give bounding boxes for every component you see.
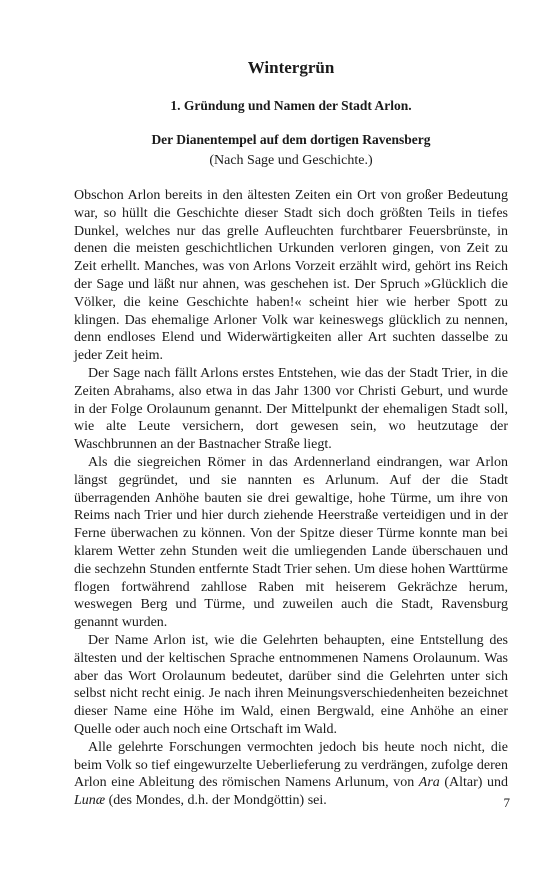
word-ara: Ara <box>418 775 440 791</box>
paragraph-5-text-a: Alle gelehrte Forschungen vermochten jedoch bis heute noch nicht, die beim Volk so tief eingewurzelte Ueberlieferung zu verdrängen, zufolge deren Arlon eine Ableitung des römischen Namens Arlunum, von <box>74 739 508 791</box>
chapter-heading: Der Dianentempel auf dem dortigen Ravensberg <box>151 132 431 147</box>
page-number: 7 <box>503 795 510 810</box>
paragraph-5-text-c: (des Mondes, d.h. der Mondgöttin) sei. <box>105 793 327 809</box>
paragraph-1: Obschon Arlon bereits in den ältesten Zeiten ein Ort von großer Bedeutung war, so hüllt die Geschichte dieser Stadt sich doch größten Teils in tiefes Dunkel, welches nur das grelle Aufleuchten furchtbarer Feuersbrünste, in denen die meisten geschichtlichen Urkunden verloren gingen, von Zeit zu Zeit erhellt. Manches, was von Arlons Vorzeit erzählt wird, gehört ins Reich der Sage und läßt nur ahnen, was geschehen ist. Der Spruch »Glücklich die Völker, die keine Geschichte haben!« scheint hier wie herber Spott zu klingen. Das ehemalige Arloner Volk war keineswegs glücklich zu nennen, denn endloses Elend und Widerwärtigkeiten aller Art suchten dasselbe zu jeder Zeit heim. <box>74 188 508 364</box>
chapter-subtitle: (Nach Sage und Geschichte.) <box>209 153 373 168</box>
section-heading: 1. Gründung und Namen der Stadt Arlon. <box>170 98 412 113</box>
paragraph-3: Als die siegreichen Römer in das Ardennerland eindrangen, war Arlon längst gegründet, und sie nannten es Arlunum. Auf der die Stadt überragenden Anhöhe bauten sie drei gewaltige, hohe Türme, um ihre von Reims nach Trier und hier durch ziehende Heerstraße verteidigen und in der Ferne überwachen zu können. Von der Spitze dieser Türme konnte man bei klarem Wetter zehn Stunden weit die umliegenden Lande überschauen und die sechzehn Stunden entfernte Stadt Trier sehen. Um diese hohen Warttürme flogen fortwährend zahllose Raben mit heiserem Gekrächze herum, weswegen Berg und Türme, und zuweilen auch die Stadt, Ravensburg genannt wurden. <box>74 454 508 631</box>
word-lunae: Lunæ <box>74 793 106 809</box>
paragraph-5 <box>74 739 508 810</box>
paragraph-4: Der Name Arlon ist, wie die Gelehrten behaupten, eine Entstellung des ältesten und der keltischen Sprache entnommenen Namens Orolaunum. Was aber das Wort Orolaunum bedeutet, darüber sind die Gelehrten unter sich selbst nicht recht einig. Je nach ihren Meinungsverschiedenheiten bezeichnet dieser Name eine Höhe im Wald, einen Bergwald, eine Anhöhe an einer Quelle oder auch noch eine Ortschaft im Wald. <box>74 632 508 737</box>
paragraph-5-text-b: (Altar) und <box>439 775 508 791</box>
paragraph-2: Der Sage nach fällt Arlons erstes Entstehen, wie das der Stadt Trier, in die Zeiten Abrahams, also etwa in das Jahr 1300 vor Christi Geburt, und wurde in der Folge Orolaunum genannt. Der Mittelpunkt der ehemaligen Stadt soll, wie alte Leute versichern, dort gewesen sein, wo heutzutage der Waschbrunnen an der Bastnacher Straße liegt. <box>74 365 508 453</box>
book-page <box>74 58 508 810</box>
page-title: Wintergrün <box>247 58 335 77</box>
